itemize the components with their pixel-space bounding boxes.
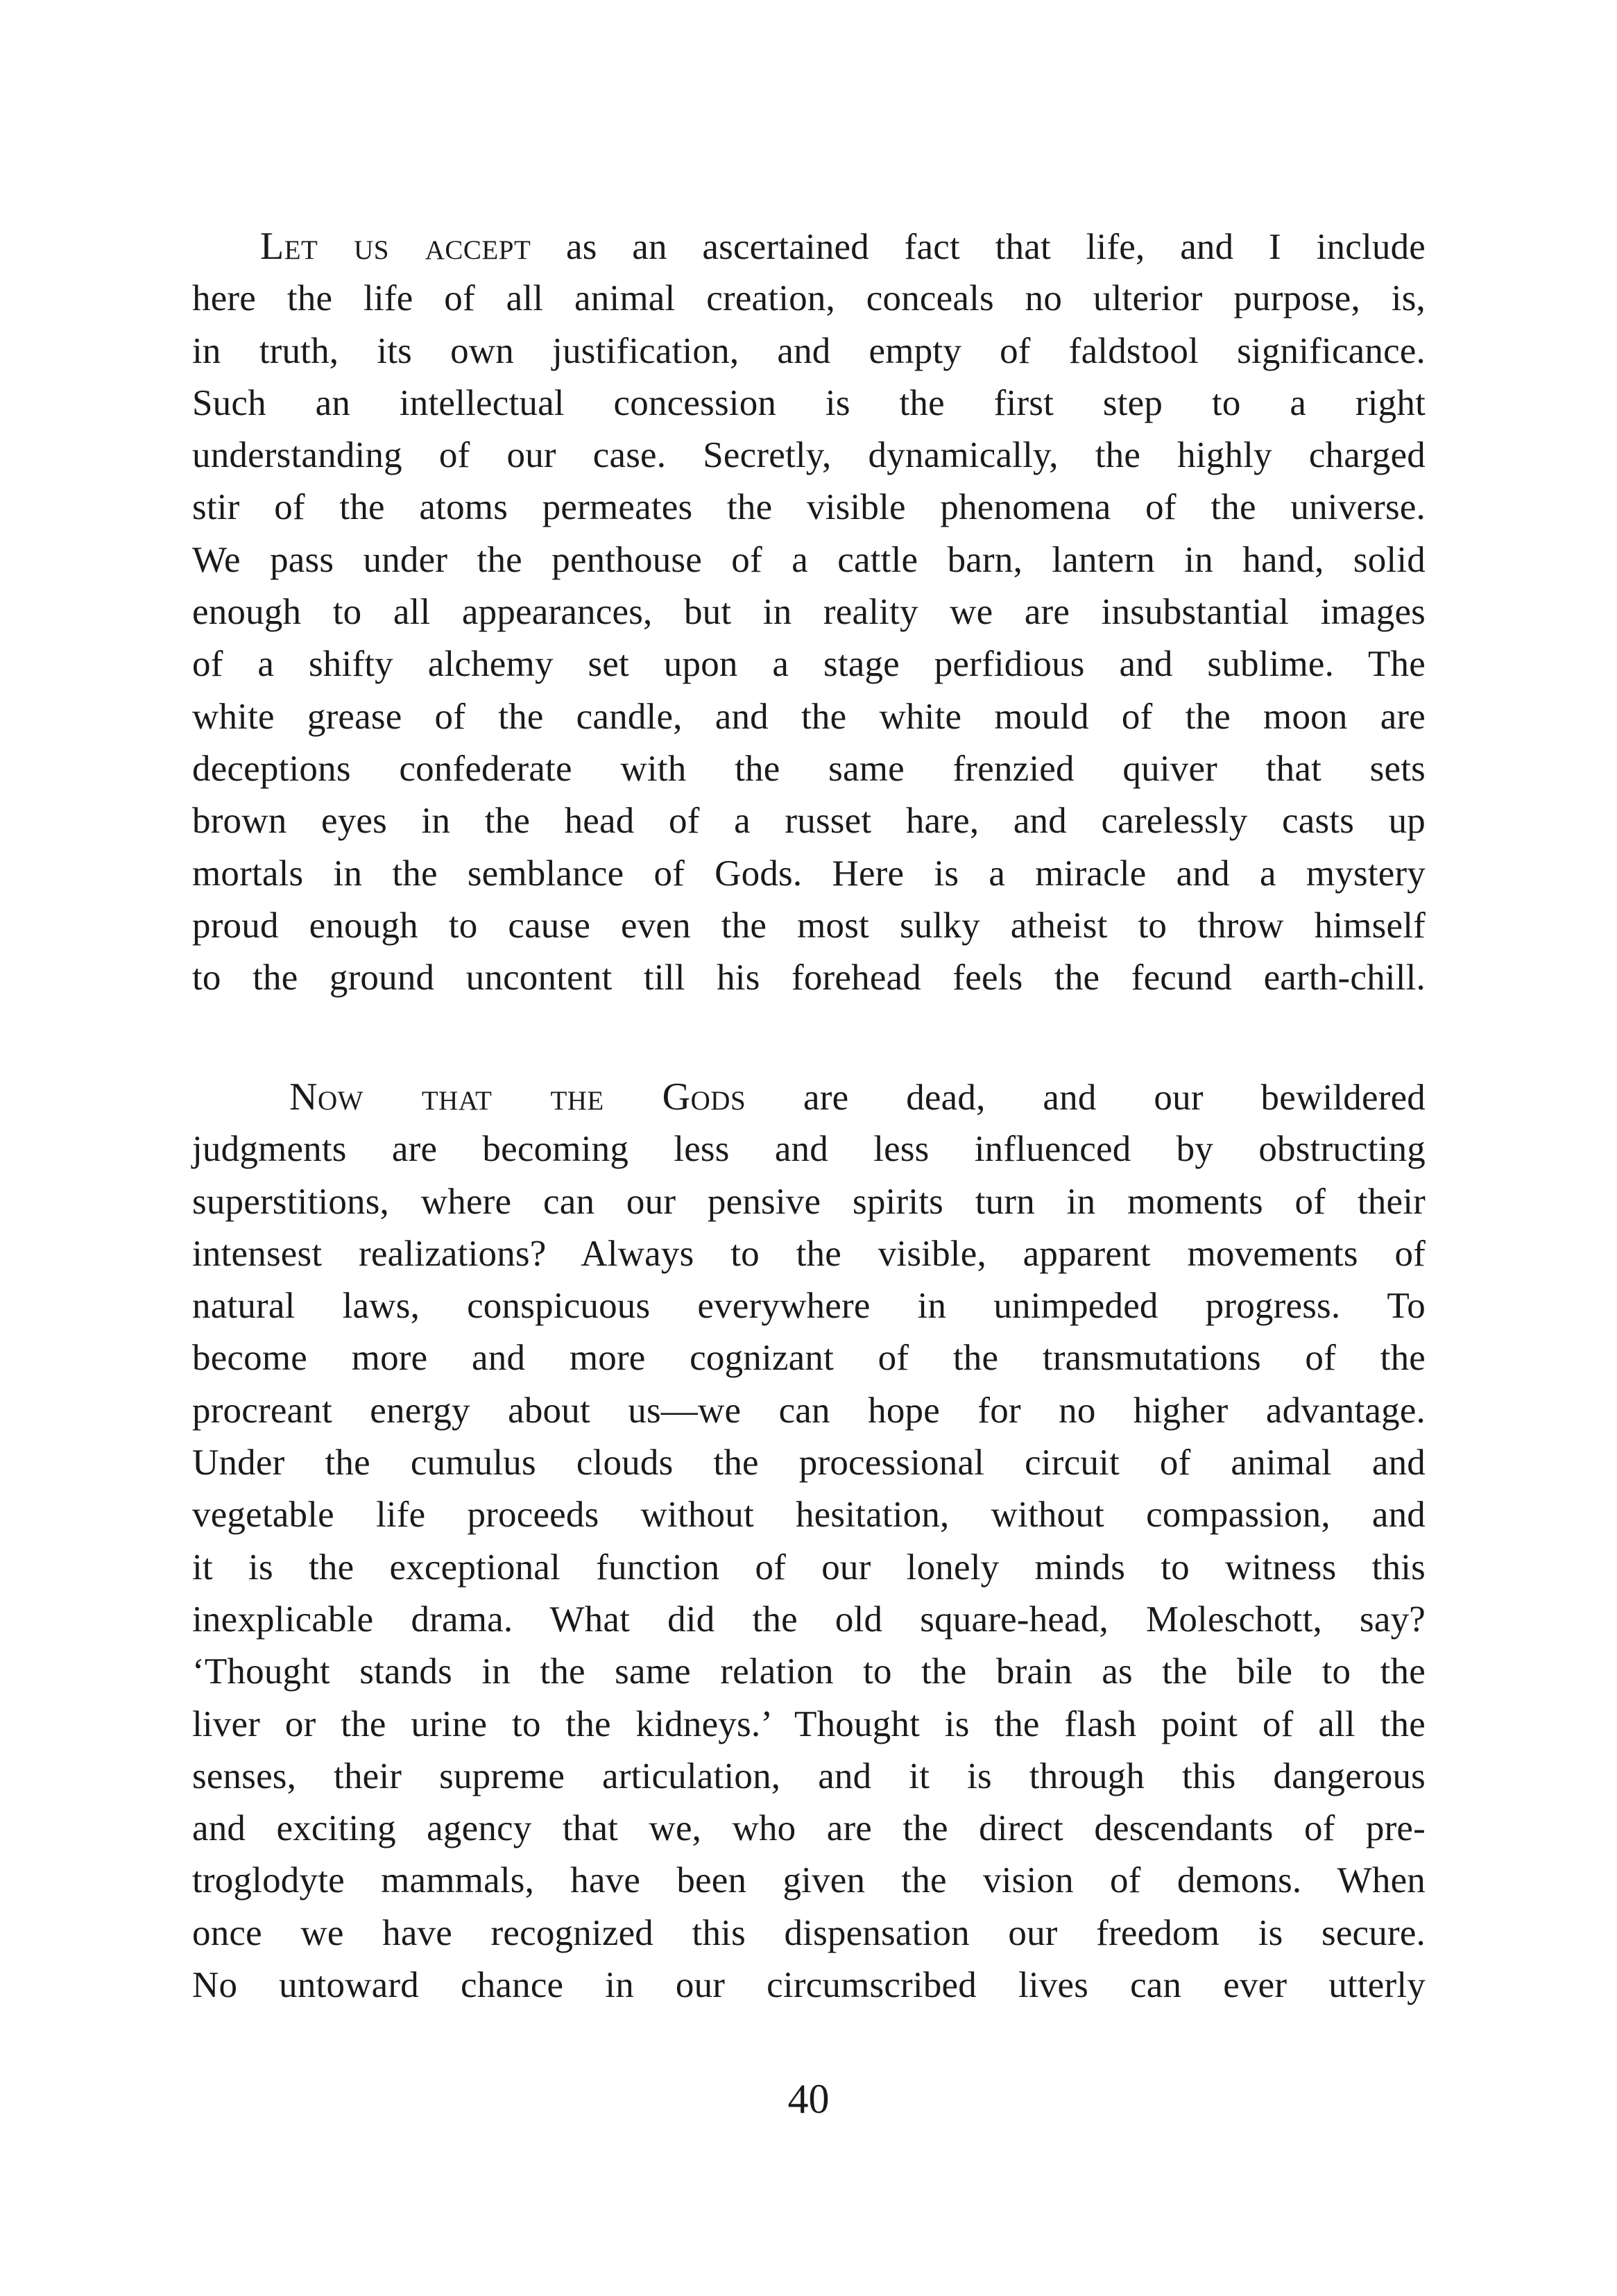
page-number: 40 xyxy=(787,2076,830,2122)
paragraph-1-first-line-text: as an ascertained fact that life, and I include xyxy=(531,227,1426,267)
paragraph-1 xyxy=(192,221,1426,1004)
paragraph-line: judgments are becoming less and less influenced by obstructing xyxy=(192,1129,1426,1170)
paragraph-line: it is the exceptional function of our lonely minds to witness this xyxy=(192,1547,1426,1588)
paragraph-line: enough to all appearances, but in reality we are insubstantial images xyxy=(192,592,1426,633)
paragraph-line: understanding of our case. Secretly, dynamically, the highly charged xyxy=(192,435,1426,476)
paragraph-line: senses, their supreme articulation, and it is through this dangerous xyxy=(192,1755,1426,1796)
paragraph-line: Such an intellectual concession is the first step to a right xyxy=(192,382,1426,423)
paragraph-line: white grease of the candle, and the white mould of the moon are xyxy=(192,696,1426,737)
paragraph-line: and exciting agency that we, who are the direct descendants of pre- xyxy=(192,1808,1426,1849)
paragraph-2-line-1 xyxy=(192,1071,1426,1123)
paragraph-line: mortals in the semblance of Gods. Here is a miracle and a mystery xyxy=(192,853,1426,894)
paragraph-line: proud enough to cause even the most sulky atheist to throw himself xyxy=(192,905,1426,946)
paragraph-line: deceptions confederate with the same frenzied quiver that sets xyxy=(192,748,1426,789)
paragraph-2 xyxy=(192,1071,1426,2012)
paragraph-line: No untoward chance in our circumscribed lives can ever utterly xyxy=(192,1965,1426,2006)
paragraph-2-lead-in: Now that the Gods xyxy=(289,1075,746,1119)
paragraph-line: vegetable life proceeds without hesitation, without compassion, and xyxy=(192,1495,1426,1536)
paragraph-line: in truth, its own justification, and empty of faldstool significance. xyxy=(192,330,1426,371)
paragraph-line: liver or the urine to the kidneys.’ Thought is the flash point of all the xyxy=(192,1703,1426,1744)
paragraph-line: of a shifty alchemy set upon a stage perfidious and sublime. The xyxy=(192,644,1426,685)
paragraph-line: once we have recognized this dispensation our freedom is secure. xyxy=(192,1912,1426,1953)
paragraph-line: Under the cumulus clouds the processional circuit of animal and xyxy=(192,1443,1426,1483)
paragraph-line: ‘Thought stands in the same relation to the brain as the bile to the xyxy=(192,1651,1426,1692)
paragraph-line: We pass under the penthouse of a cattle barn, lantern in hand, solid xyxy=(192,539,1426,580)
paragraph-line: procreant energy about us—we can hope for no higher advantage. xyxy=(192,1390,1426,1431)
paragraph-line: superstitions, where can our pensive spirits turn in moments of their xyxy=(192,1181,1426,1222)
paragraph-line: intensest realizations? Always to the visible, apparent movements of xyxy=(192,1233,1426,1274)
paragraph-line: troglodyte mammals, have been given the vision of demons. When xyxy=(192,1860,1426,1901)
paragraph-line: here the life of all animal creation, conceals no ulterior purpose, is, xyxy=(192,278,1426,319)
paragraph-1-line-1 xyxy=(192,221,1426,273)
paragraph-line: inexplicable drama. What did the old square-head, Moleschott, say? xyxy=(192,1599,1426,1640)
paragraph-2-first-line-text: are dead, and our bewildered xyxy=(746,1078,1426,1118)
paragraph-1-lead-in: Let us accept xyxy=(260,225,531,268)
paragraph-line: to the ground uncontent till his forehead feels the fecund earth-chill. xyxy=(192,958,1426,998)
paragraph-line: natural laws, conspicuous everywhere in unimpeded progress. To xyxy=(192,1286,1426,1327)
paragraph-line: become more and more cognizant of the transmutations of the xyxy=(192,1338,1426,1379)
paragraph-line: brown eyes in the head of a russet hare, and carelessly casts up xyxy=(192,801,1426,842)
paragraph-line: stir of the atoms permeates the visible phenomena of the universe. xyxy=(192,487,1426,528)
